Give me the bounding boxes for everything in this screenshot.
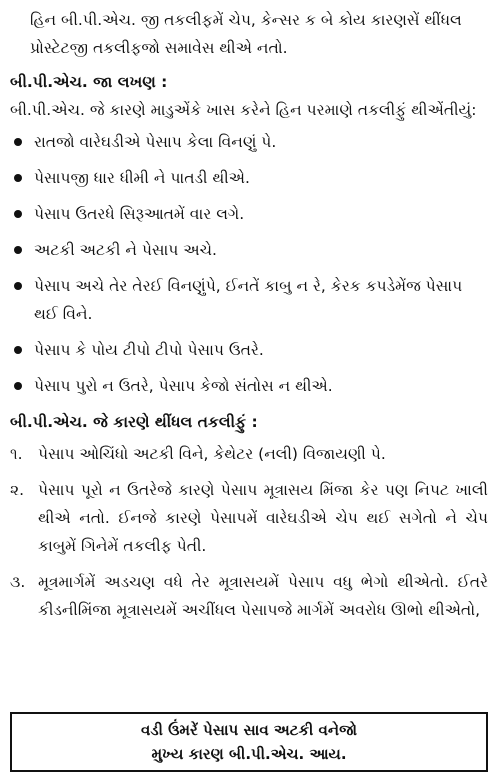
list-item xyxy=(10,568,488,624)
list-item: પેસાપ અચે તેર તેરઈ વિનણુંપે, ઈનતેં કાબુ ન રે, કેરક કપડેમેંજ પેસાપ થઈ વિને. xyxy=(10,272,488,328)
symptoms-heading: બી.પી.એચ. જા લખણ : xyxy=(10,73,168,91)
item-text: પેસાપ ઓચિંધો અટકી વિને, કેથેટર (નલી) વિજાયણી પે. xyxy=(38,445,386,463)
list-item xyxy=(10,476,488,560)
callout-line-2: મુખ્ય કારણ બી.પી.એચ. આય. xyxy=(151,745,347,763)
symptoms-lead: બી.પી.એચ. જે કારણે માડુએંકે ખાસ કરેને હિન પરમાણે તકલીફું થીએંતીયું: xyxy=(10,101,477,119)
list-item: અટકી અટકી ને પેસાપ અચે. xyxy=(10,236,488,264)
list-item: પેસાપ કે પોય ટીપો ટીપો પેસાપ ઉતરે. xyxy=(10,336,488,364)
item-text: પેસાપ પૂરો ન ઉતરેજે કારણે પેસાપ મૂત્રાસય મિંજા કેર પણ નિપટ ખાલી થીએ નતો. ઈનજે કારણે પેસાપમેં વારેઘડીએ ચેપ થઈ સગેતો ને ચેપ કાબુમેં ગિનેમેં તકલીફ પેતી. xyxy=(38,481,488,555)
symptoms-list xyxy=(10,128,488,400)
list-item xyxy=(10,440,488,468)
callout-box xyxy=(10,712,488,772)
list-item: પેસાપ ઉતરધે સિરૂઆતમેં વાર લગે. xyxy=(10,200,488,228)
list-item: પેસાપજી ધાર ધીમી ને પાતડી થીએ. xyxy=(10,164,488,192)
complications-heading: બી.પી.એચ. જે કારણે થીંધલ તકલીફું : xyxy=(10,413,258,431)
intro-paragraph: હિન બી.પી.એચ. જી તકલીફમેં ચેપ, કેન્સર ક બે કોય કારણસેં થીંધલ પ્રોસ્ટેટજી તકલીફજો સમાવેસ થીએ નતો. xyxy=(30,11,462,57)
item-number: ૩. xyxy=(10,573,26,591)
callout-line-1: વડી ઉંમરેં પેસાપ સાવ અટકી વનેજો xyxy=(140,721,358,739)
list-item: પેસાપ પુરો ન ઉતરે, પેસાપ કેજો સંતોસ ન થીએ. xyxy=(10,372,488,400)
item-number: ૧. xyxy=(10,445,23,463)
item-number: ૨. xyxy=(10,481,25,499)
item-text: મૂત્રમાર્ગમેં અડચણ વધે તેર મૂત્રાસયમેં પેસાપ વધુ ભેગો થીએતો. ઈતરે કીડનીમિંજા મૂત્રાસયમેં અચીંધલ પેસાપજે માર્ગમેં અવરોધ ઊભો થીએતો, xyxy=(38,573,488,619)
complications-list xyxy=(10,440,488,624)
list-item: રાતજો વારેઘડીએ પેસાપ કેલા વિનણું પે. xyxy=(10,128,488,156)
